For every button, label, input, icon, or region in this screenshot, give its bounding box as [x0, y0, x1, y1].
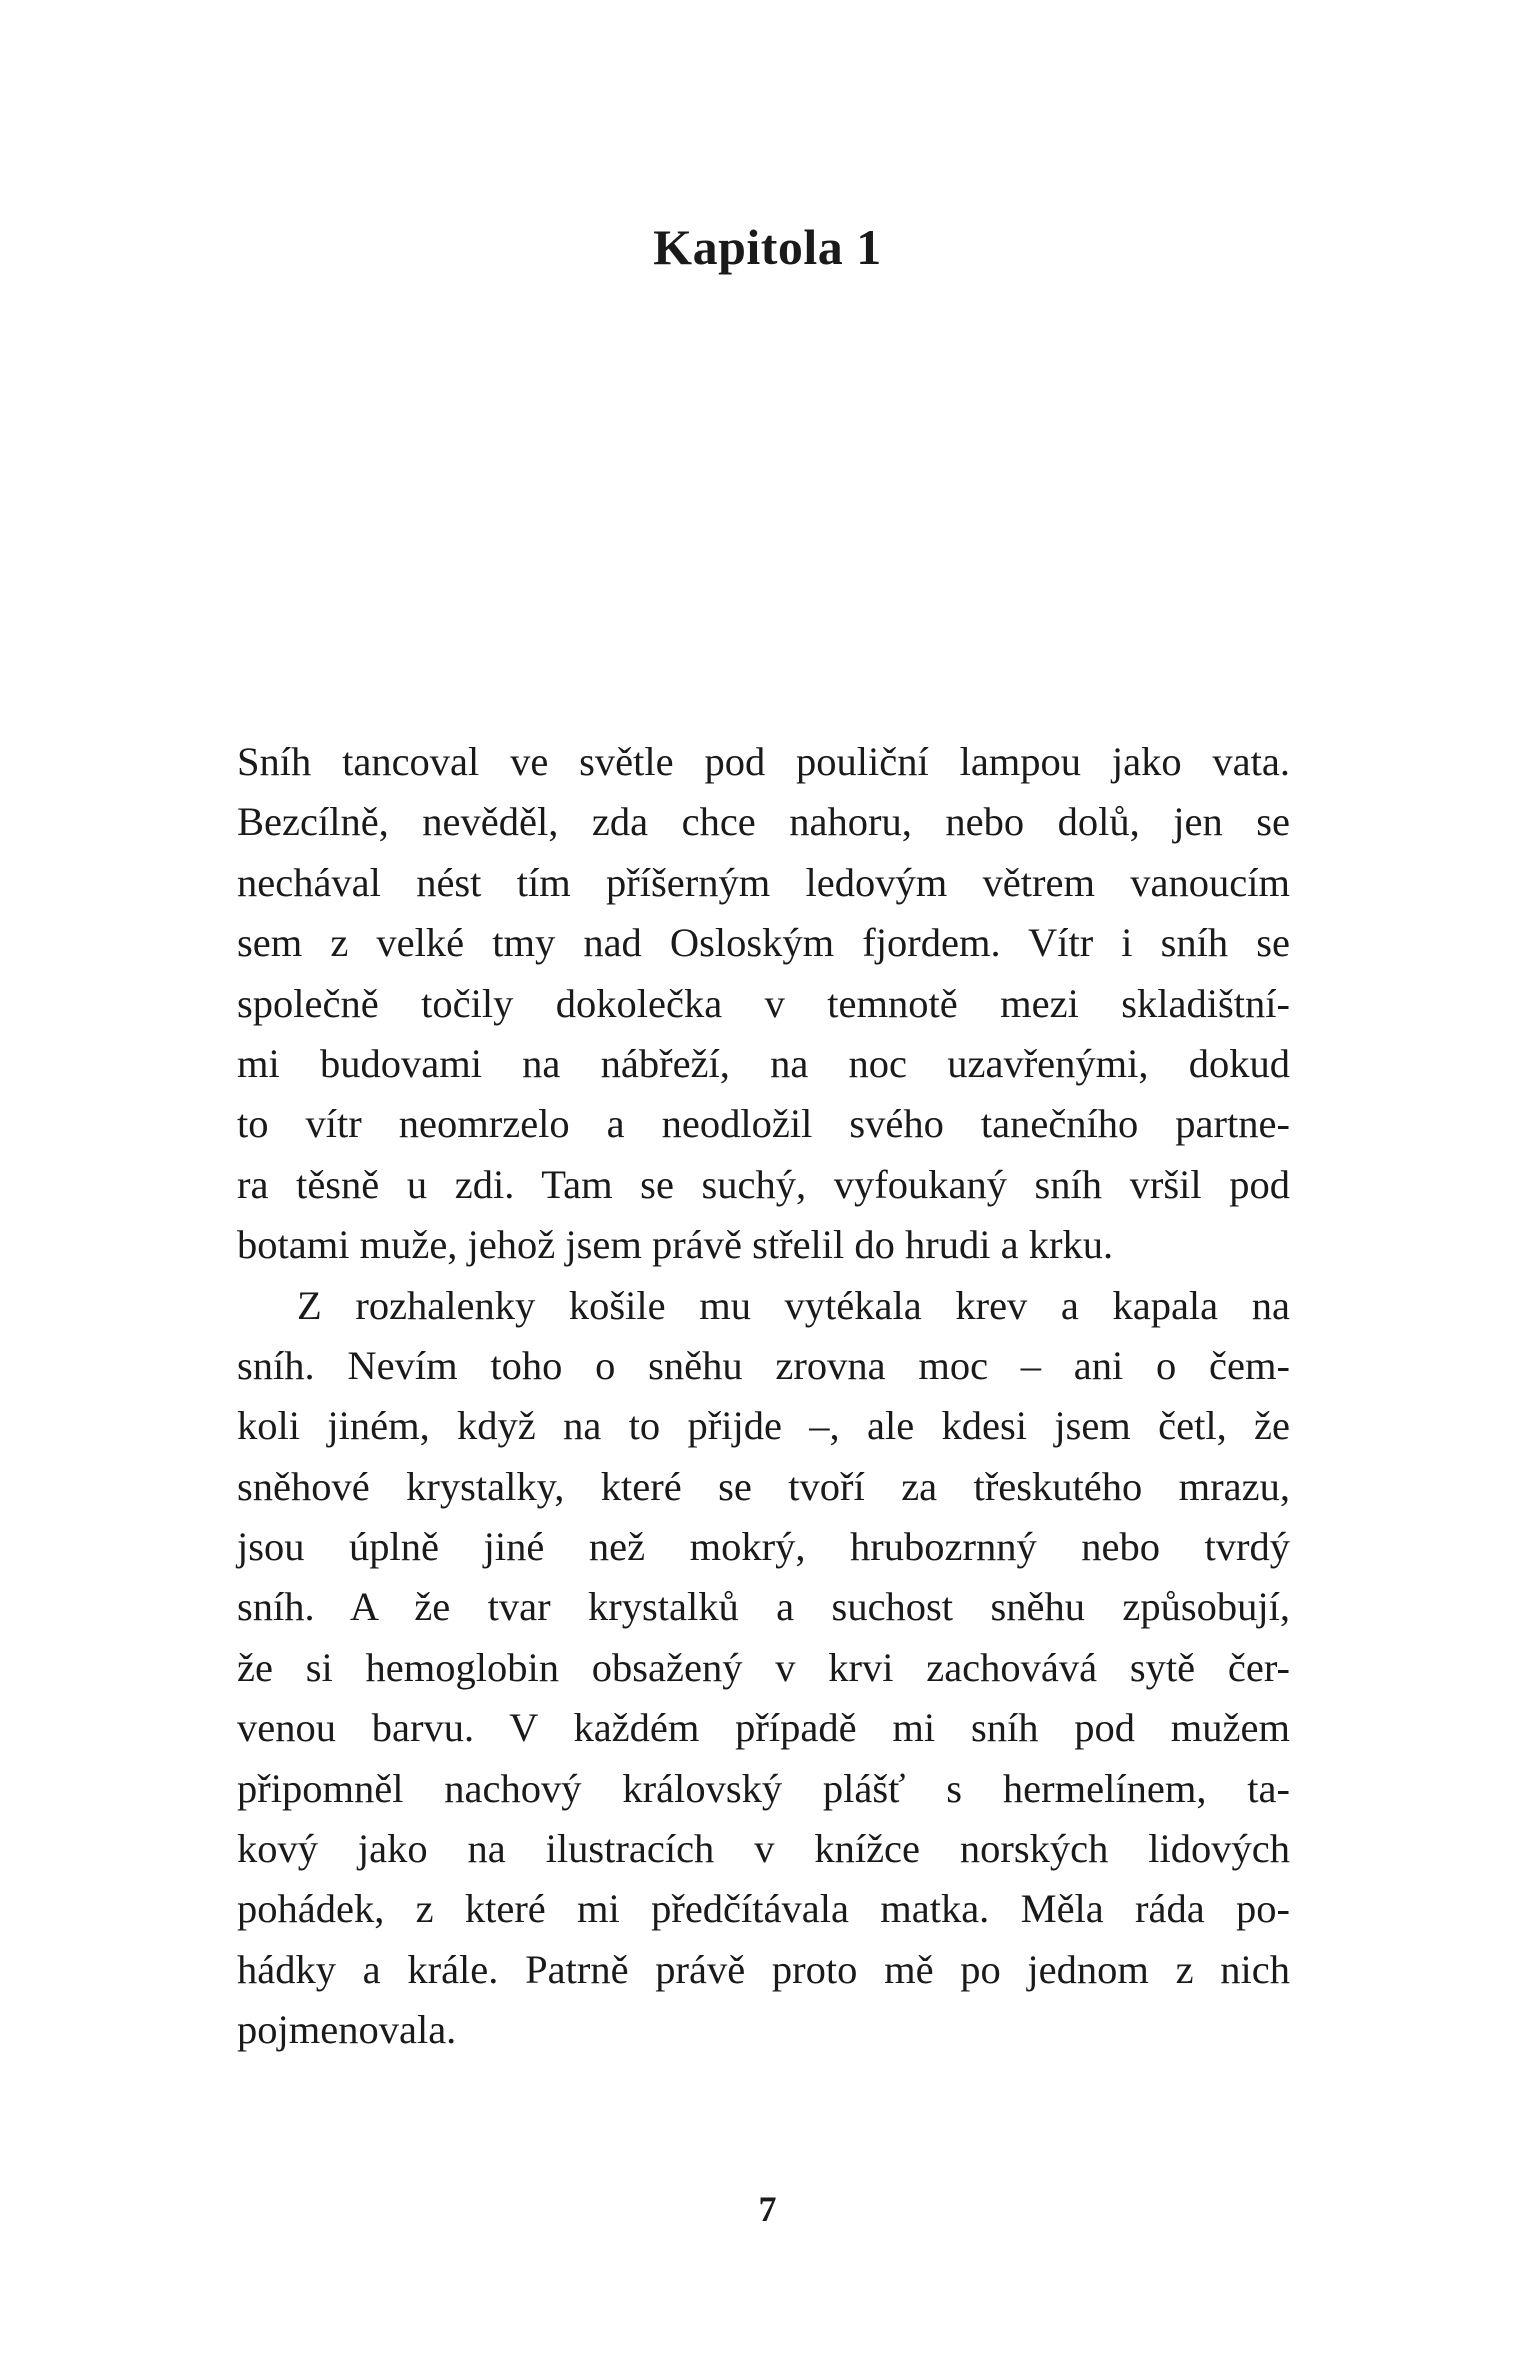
text-line: botami muže, jehož jsem právě střelil do hrudi a krku. — [237, 1222, 1114, 1268]
text-line: sníh. A že tvar krystalků a suchost sněhu způsobují, — [237, 1584, 1290, 1630]
text-line: mi budovami na nábřeží, na noc uzavřenými, dokud — [237, 1040, 1290, 1086]
text-line: sněhové krystalky, které se tvoří za třeskutého mrazu, — [237, 1463, 1290, 1509]
text-line: Sníh tancoval ve světle pod pouliční lampou jako vata. — [237, 739, 1290, 784]
paragraph-2 — [237, 1276, 1290, 2061]
paragraph-1 — [237, 732, 1290, 1276]
text-line: připomněl nachový královský plášť s hermelínem, ta- — [237, 1765, 1290, 1811]
text-line: pojmenovala. — [237, 2007, 457, 2053]
text-line: koli jiném, když na to přijde –, ale kdesi jsem četl, že — [237, 1403, 1290, 1449]
page-number: 7 — [758, 2189, 777, 2229]
text-line: to vítr neomrzelo a neodložil svého tanečního partne- — [237, 1101, 1290, 1147]
text-line: hádky a krále. Patrně právě proto mě po jednom z nich — [237, 1946, 1290, 1992]
text-line: pohádek, z které mi předčítávala matka. Měla ráda po- — [237, 1886, 1290, 1932]
text-line: sem z velké tmy nad Osloským fjordem. Vítr i sníh se — [237, 920, 1290, 966]
text-line: že si hemoglobin obsažený v krvi zachovává sytě čer- — [237, 1644, 1290, 1690]
text-line: ra těsně u zdi. Tam se suchý, vyfoukaný sníh vršil pod — [237, 1161, 1290, 1207]
text-line: nechával nést tím příšerným ledovým větrem vanoucím — [237, 859, 1290, 905]
chapter-title: Kapitola 1 — [653, 219, 882, 275]
text-line: venou barvu. V každém případě mi sníh pod mužem — [237, 1705, 1290, 1751]
text-line: kový jako na ilustracích v knížce norských lidových — [237, 1826, 1290, 1872]
text-line: Bezcílně, nevěděl, zda chce nahoru, nebo dolů, jen se — [237, 799, 1290, 845]
text-line: sníh. Nevím toho o sněhu zrovna moc – ani o čem- — [237, 1342, 1290, 1388]
text-line: společně točily dokolečka v temnotě mezi skladištní- — [237, 980, 1290, 1026]
body-text — [237, 732, 1290, 2061]
text-line: jsou úplně jiné než mokrý, hrubozrnný nebo tvrdý — [237, 1524, 1290, 1570]
text-line: Z rozhalenky košile mu vytékala krev a kapala na — [297, 1282, 1290, 1328]
